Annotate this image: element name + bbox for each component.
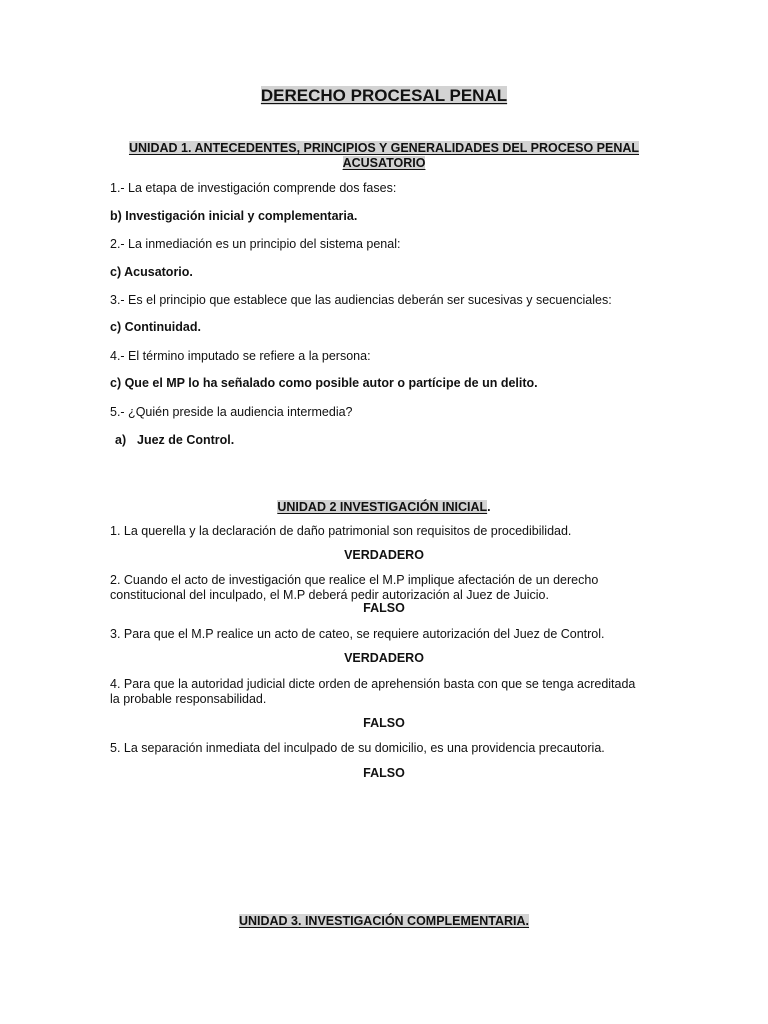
unit1-answer-4: c) Que el MP lo ha señalado como posible autor o partícipe de un delito. <box>110 376 538 390</box>
unit1-question-4: 4.- El término imputado se refiere a la persona: <box>110 349 371 363</box>
unit2-statement-5: 5. La separación inmediata del inculpado de su domicilio, es una providencia precautoria. <box>110 741 605 755</box>
unit2-heading: UNIDAD 2 INVESTIGACIÓN INICIAL. <box>277 500 491 514</box>
unit1-answer-3: c) Continuidad. <box>110 320 201 334</box>
answer-letter: a) <box>115 433 127 447</box>
unit1-answer-5 <box>115 433 234 448</box>
answer-text: Juez de Control. <box>137 433 235 447</box>
unit1-question-5: 5.- ¿Quién preside la audiencia intermedia? <box>110 405 353 419</box>
unit1-answer-1: b) Investigación inicial y complementaria. <box>110 209 358 223</box>
unit2-verdict-3: VERDADERO <box>344 651 424 665</box>
unit1-question-2: 2.- La inmediación es un principio del sistema penal: <box>110 237 401 251</box>
unit1-heading: UNIDAD 1. ANTECEDENTES, PRINCIPIOS Y GENERALIDADES DEL PROCESO PENAL ACUSATORIO <box>128 141 640 170</box>
unit2-verdict-5: FALSO <box>363 766 405 780</box>
unit2-verdict-1: VERDADERO <box>344 548 424 562</box>
unit2-statement-4: 4. Para que la autoridad judicial dicte orden de aprehensión basta con que se tenga acreditada la probable responsabilidad. <box>110 677 636 706</box>
unit2-statement-1: 1. La querella y la declaración de daño patrimonial son requisitos de procedibilidad. <box>110 524 572 538</box>
unit2-verdict-4: FALSO <box>363 716 405 730</box>
unit2-statement-3: 3. Para que el M.P realice un acto de cateo, se requiere autorización del Juez de Control. <box>110 627 605 641</box>
document-title: DERECHO PROCESAL PENAL <box>260 86 508 105</box>
unit2-statement-2: 2. Cuando el acto de investigación que realice el M.P implique afectación de un derecho constitucional del inculpado, el M.P deberá pedir autorización al Juez de Juicio. <box>110 573 599 602</box>
unit3-heading: UNIDAD 3. INVESTIGACIÓN COMPLEMENTARIA. <box>238 914 530 928</box>
unit1-question-1: 1.- La etapa de investigación comprende dos fases: <box>110 181 397 195</box>
unit1-question-3: 3.- Es el principio que establece que las audiencias deberán ser sucesivas y secuenciales: <box>110 293 612 307</box>
unit1-answer-2: c) Acusatorio. <box>110 265 193 279</box>
unit2-verdict-2: FALSO <box>363 601 405 615</box>
